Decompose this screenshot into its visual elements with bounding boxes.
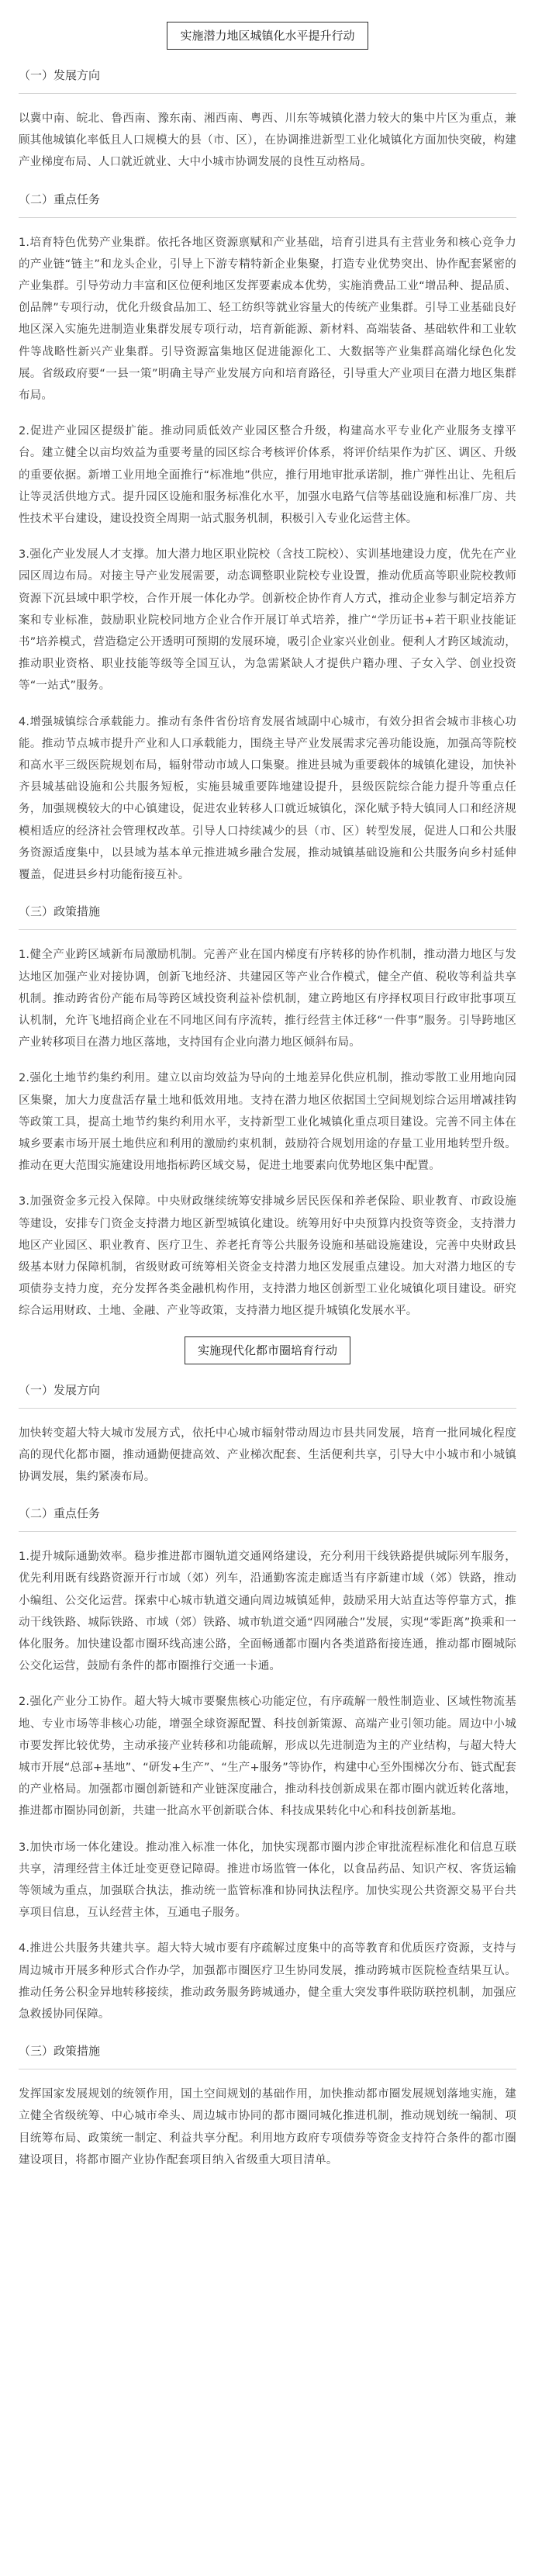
- paragraph: 发挥国家发展规划的统领作用，国土空间规划的基础作用，加快推动都市圈发展规划落地实施，建立健全省级统筹、中心城市牵头、周边城市协同的都市圈同城化推进机制，推动规划统一编制、项目统筹布局、政策统一制定、利益共享分配。利用地方政府专项债券等资金支持符合条件的都市圈建设项目，将都市圈产业协作配套项目纳入省级重大项目清单。: [19, 2088, 516, 2166]
- sub-heading: （一）发展方向: [19, 68, 101, 82]
- paragraph: 2.强化土地节约集约利用。建立以亩均效益为导向的土地差异化供应机制，推动零散工业用地向园区集聚，加大力度盘活存量土地和低效用地。支持在潜力地区依据国土空间规划综合运用增减挂钩等政策工具，提高土地节约集约利用水平，支持新型工业化城镇化重点项目建设。完善不同主体在城乡要素市场开展土地供应和利用的激励约束机制，鼓励符合规划用途的存量工业用地转型升级。推动在更大范围实施建设用地指标跨区域交易，促进土地要素向优势地区集中配置。: [19, 1072, 516, 1173]
- section-title: 实施潜力地区城镇化水平提升行动: [167, 22, 368, 50]
- sub-heading: （二）重点任务: [19, 192, 101, 206]
- paragraph: 4.推进公共服务共建共享。超大特大城市要有序疏解过度集中的高等教育和优质医疗资源，支持与周边城市开展多种形式合作办学，加强都市圈医疗卫生协同发展，推动跨城市医院检查结果互认。推动任务公积金异地转移接续，推动政务服务跨城通办，健全重大突发事件联防联控机制，加强应急救援协同保障。: [19, 1942, 516, 2021]
- block-policy-measures: [0, 2042, 535, 2171]
- paragraph: 1.提升城际通勤效率。稳步推进都市圈轨道交通网络建设，充分利用干线铁路提供城际列车服务，优先利用既有线路资源开行市域（郊）列车，沿通勤客流走廊适当有序新建市域（郊）铁路，推动小编组、公交化运营。探索中心城市轨道交通向周边城镇延伸，鼓励采用大站直达等停靠方式，推动干线铁路、城际铁路、市域（郊）铁路、城市轨道交通“四网融合”发展，实现“零距离”换乘和一体化服务。加快建设都市圈环线高速公路，全面畅通都市圈内各类道路衔接连通，推动都市圈城际公交化运营，鼓励有条件的都市圈推行交通一卡通。: [19, 1551, 516, 1673]
- paragraph: 1.培育特色优势产业集群。依托各地区资源禀赋和产业基础，培育引进具有主营业务和核心竞争力的产业链“链主”和龙头企业，引导上下游专精特新企业集聚，打造专业优势突出、协作配套紧密的产业集群。引导劳动力丰富和区位便利地区发挥要素成本优势，实施消费品工业“增品种、提品质、创品牌”专项行动，优化升级食品加工、轻工纺织等就业容量大的传统产业集群。引导工业基础良好地区深入实施先进制造业集群发展专项行动，培育新能源、新材料、高端装备、基础软件和工业软件等战略性新兴产业集群。引导资源富集地区促进能源化工、大数据等产业集群高端化绿色化发展。省级政府要“一县一策”明确主导产业发展方向和培育路径，引导重大产业项目在潜力地区集群布局。: [19, 236, 516, 403]
- block-development-direction: [0, 67, 535, 174]
- block-key-tasks: [0, 191, 535, 887]
- paragraph: 以冀中南、皖北、鲁西南、豫东南、湘西南、粤西、川东等城镇化潜力较大的集中片区为重点，兼顾其他城镇化率低且人口规模大的县（市、区），在协调推进新型工业化城镇化方面加快突破，构建产业梯度布局、人口就近就业、大中小城市协调发展的良性互动格局。: [19, 112, 516, 169]
- paragraph: 4.增强城镇综合承载能力。推动有条件省份培育发展省域副中心城市，有效分担省会城市非核心功能。推动节点城市提升产业和人口承载能力，围绕主导产业发展需求完善功能设施，加强高等院校和高水平三级医院规划布局，辐射带动市域人口集聚。推进县城为重要载体的城镇化建设，加快补齐县城基础设施和公共服务短板，实施县城重要阵地建设提升，县级医院综合能力提升等重点任务，加强规模较大的中心镇建设，促进农业转移人口就近城镇化，深化赋予特大镇同人口和经济规模相适应的经济社会管理权改革。引导人口持续减少的县（市、区）转型发展，促进人口和公共服务资源适度集中，以县域为基本单元推进城乡融合发展，推动城镇基础设施和公共服务向乡村延伸覆盖，促进县乡村功能衔接互补。: [19, 715, 516, 882]
- section-title: 实施现代化都市圈培育行动: [185, 1336, 350, 1364]
- paragraph: 1.健全产业跨区域新布局激励机制。完善产业在国内梯度有序转移的协作机制，推动潜力地区与发达地区加强产业对接协调，创新飞地经济、共建园区等产业合作模式，健全产值、税收等利益共享机制。推动跨省份产能布局等跨区域投资利益补偿机制，建立跨地区有序择权项目行政审批事项互认机制，允许飞地招商企业在不同地区间有序流转，推行经营主体迁移“一件事”服务。引导跨地区产业转移项目在潜力地区落地，支持国有企业向潜力地区倾斜布局。: [19, 949, 516, 1049]
- divider: [19, 1531, 516, 1532]
- sub-heading: （一）发展方向: [19, 1382, 101, 1397]
- paragraph: 3.加强资金多元投入保障。中央财政继续统筹安排城乡居民医保和养老保险、职业教育、市政设施等建设，安排专门资金支持潜力地区新型城镇化建设。统筹用好中央预算内投资等资金，支持潜力地区产业园区、职业教育、医疗卫生、养老托育等公共服务设施和基础设施建设，完善中央财政县级基本财力保障机制，省级财政可统筹相关资金支持潜力地区发展重点建设。加大对潜力地区的专项债券支持力度，充分发挥各类金融机构作用，支持潜力地区创新型工业化城镇化项目建设。研究综合运用财政、土地、金融、产业等政策，支持潜力地区提升城镇化发展水平。: [19, 1195, 516, 1318]
- sub-heading: （二）重点任务: [19, 1506, 101, 1521]
- paragraph: 2.强化产业分工协作。超大特大城市要聚焦核心功能定位，有序疏解一般性制造业、区域性物流基地、专业市场等非核心功能，增强全球资源配置、科技创新策源、高端产业引领功能。周边中小城市要发挥比较优势，主动承接产业转移和功能疏解，形成以先进制造为主的产业结构，与超大特大城市开展“总部+基地”、“研发+生产”、“生产+服务”等协作，构建中心至外围梯次分布、链式配套的产业格局。加强都市圈创新链和产业链深度融合，推动科技创新成果在都市圈内就近转化落地，推进都市圈协同创新，共建一批高水平创新联合体、科技成果转化中心和科技创新基地。: [19, 1696, 516, 1818]
- sub-heading: （三）政策措施: [19, 2044, 101, 2059]
- block-policy-measures: [0, 903, 535, 1322]
- divider: [19, 929, 516, 930]
- section-potential-areas: [0, 22, 535, 1323]
- divider: [19, 93, 516, 94]
- divider: [19, 217, 516, 218]
- paragraph: 3.加快市场一体化建设。推动准入标准一体化，加快实现都市圈内涉企审批流程标准化和信息互联共享，清理经营主体迁址变更登记障碍。推进市场监管一体化，以食品药品、知识产权、客货运输等领域为重点，加强联合执法，推动统一监管标准和协同执法程序。加快实现公共资源交易平台共享项目信息，互认经营主体，互通电子服务。: [19, 1841, 516, 1920]
- section-metropolitan-areas: [0, 1336, 535, 2171]
- block-development-direction: [0, 1381, 535, 1489]
- paragraph: 3.强化产业发展人才支撑。加大潜力地区职业院校（含技工院校）、实训基地建设力度，优先在产业园区周边布局。对接主导产业发展需要，动态调整职业院校专业设置，推动优质高等职业院校教师资源下沉县域中职学校，合作开展一体化办学。创新校企协作育人方式，推动企业参与制定培养方案和专业标准，鼓励职业院校同地方企业合作开展订单式培养，推广“学历证书+若干职业技能证书”培养模式，营造稳定公开透明可预期的发展环境，吸引企业家兴业创业。便利人才跨区域流动，推动职业资格、职业技能等级等全国互认，为急需紧缺人才提供户籍办理、子女入学、创业投资等“一站式”服务。: [19, 548, 516, 693]
- paragraph: 2.促进产业园区提级扩能。推动同质低效产业园区整合升级，构建高水平专业化产业服务支撑平台。建立健全以亩均效益为重要考量的园区综合考核评价体系，将评价结果作为扩区、调区、升级的重要依据。新增工业用地全面推行“标准地”供应，推行用地审批承诺制，推广弹性出让、先租后让等灵活供地方式。提升园区设施和服务标准化水平，加强水电路气信等基础设施和标准厂房、共性技术平台建设，建设投资全周期一站式服务机制，积极引入专业化运营主体。: [19, 425, 516, 526]
- paragraph: 加快转变超大特大城市发展方式，依托中心城市辐射带动周边市县共同发展，培育一批同城化程度高的现代化都市圈，推动通勤便捷高效、产业梯次配套、生活便利共享，引导大中小城市和小城镇协调发展，集约紧凑布局。: [19, 1426, 516, 1483]
- divider: [19, 1408, 516, 1409]
- sub-heading: （三）政策措施: [19, 904, 101, 919]
- block-key-tasks: [0, 1505, 535, 2025]
